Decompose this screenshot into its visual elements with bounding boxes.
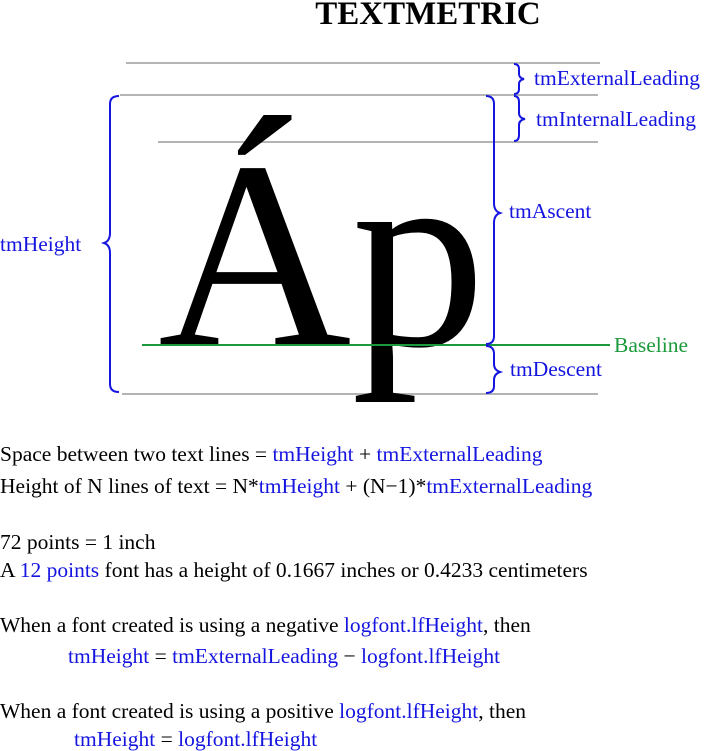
term-tmexternalleading: tmExternalLeading [426, 474, 593, 498]
diagram-title: TEXTMETRIC [315, 0, 541, 32]
term-lfheight: logfont.lfHeight [360, 644, 501, 668]
note-text: font has a height of 0.1667 inches or 0.4233 centimeters [99, 558, 588, 582]
operator: − [338, 644, 361, 668]
ascent-bracket [486, 96, 500, 344]
internal-leading-bracket [514, 96, 525, 141]
external-leading-bracket [514, 64, 524, 94]
operator: = [149, 644, 173, 668]
note-text: When a font created is using a positive [0, 699, 340, 723]
note-negative-lfheight [0, 615, 531, 637]
term-lfheight: logfont.lfHeight [339, 699, 479, 723]
term-tmheight: tmHeight [68, 644, 150, 668]
note-line-spacing [0, 444, 543, 466]
note-12-points [0, 560, 588, 582]
formula-positive [74, 729, 317, 751]
baseline-label: Baseline [614, 333, 689, 357]
term-tmheight: tmHeight [272, 442, 354, 466]
internal-leading-label: tmInternalLeading [536, 107, 696, 131]
height-label: tmHeight [0, 232, 82, 256]
note-text: When a font created is using a negative [0, 613, 344, 637]
ascent-label: tmAscent [509, 199, 592, 223]
note-text: , then [478, 699, 527, 723]
descent-label: tmDescent [510, 357, 602, 381]
note-text: Space between two text lines = [0, 442, 273, 466]
note-positive-lfheight [0, 701, 526, 723]
term-tmexternalleading: tmExternalLeading [172, 644, 339, 668]
note-points-inch: 72 points = 1 inch [0, 530, 156, 554]
note-text: Height of N lines of text = N* [0, 474, 259, 498]
note-n-lines-height [0, 476, 592, 498]
term-tmheight: tmHeight [74, 727, 156, 751]
term-lfheight: logfont.lfHeight [178, 727, 318, 751]
sample-glyphs: Áp [158, 106, 486, 403]
operator: + (N−1)* [339, 474, 427, 498]
descent-bracket [486, 346, 500, 393]
term-tmheight: tmHeight [258, 474, 340, 498]
operator: + [353, 442, 377, 466]
term-12-points: 12 points [19, 558, 100, 582]
formula-negative [68, 646, 500, 668]
note-text: A [0, 558, 20, 582]
note-text: , then [483, 613, 531, 637]
external-leading-label: tmExternalLeading [534, 66, 700, 90]
operator: = [155, 727, 179, 751]
term-lfheight: logfont.lfHeight [343, 613, 484, 637]
height-bracket [104, 96, 119, 392]
term-tmexternalleading: tmExternalLeading [376, 442, 543, 466]
